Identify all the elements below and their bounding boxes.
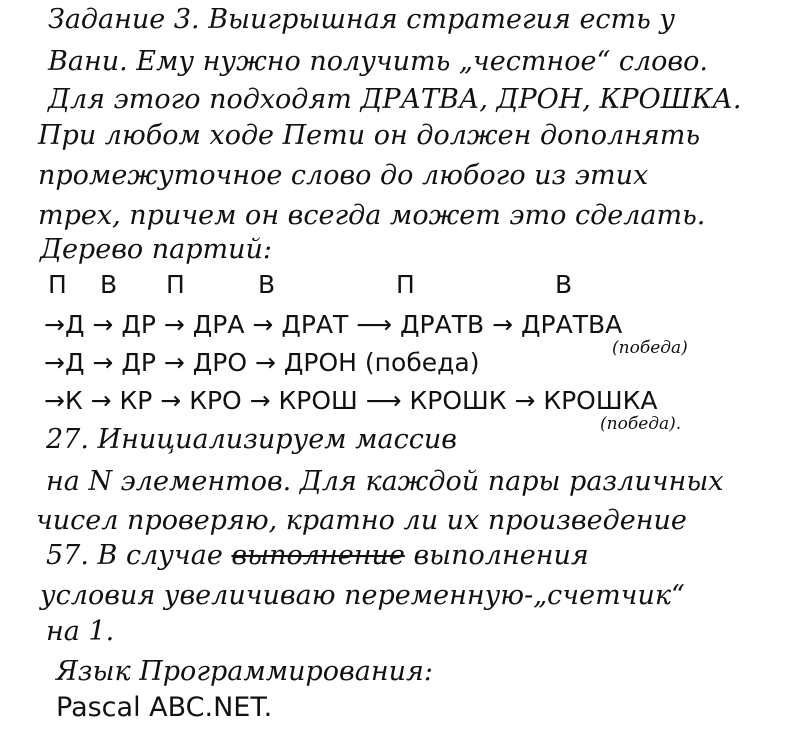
text-line-5: промежуточное слово до любого из этих — [38, 160, 649, 191]
text-line-11-end: выполнения — [413, 540, 589, 571]
text-line-3: Для этого подходят ДРАТВА, ДРОН, КРОШКА. — [48, 84, 742, 115]
text-line-6: трех, причем он всегда может это сделать. — [38, 200, 706, 231]
tree-header-v2: В — [258, 270, 276, 299]
text-line-14: Язык Программирования: — [56, 656, 433, 687]
tree-branch-3-note: (победа). — [600, 414, 682, 434]
text-line-7: Дерево партий: — [40, 234, 272, 265]
tree-header-p1: П — [48, 270, 67, 299]
text-line-8: 27. Инициализируем массив — [46, 424, 457, 455]
text-line-11-start: 57. В случае — [46, 540, 223, 571]
tree-branch-2: →Д → ДР → ДРО → ДРОН (победа) — [44, 348, 480, 377]
text-line-9: на N элементов. Для каждой пары различных — [46, 466, 724, 497]
text-line-4: При любом ходе Пети он должен дополнять — [38, 120, 701, 151]
text-line-13: на 1. — [46, 616, 115, 647]
tree-branch-1: →Д → ДР → ДРА → ДРАТ ⟶ ДРАТВ → ДРАТВА — [44, 310, 623, 339]
text-line-15: Pascal ABC.NET. — [56, 692, 273, 723]
tree-header-p3: П — [396, 270, 415, 299]
crossed-out-word: выполнение — [231, 540, 405, 571]
tree-header-v1: В — [100, 270, 118, 299]
text-line-10: чисел проверяю, кратно ли их произведение — [36, 505, 687, 536]
text-line-12: условия увеличиваю переменную-„счетчик“ — [40, 580, 685, 611]
tree-branch-3: →К → КР → КРО → КРОШ ⟶ КРОШК → КРОШКА — [44, 386, 658, 415]
text-line-1: Задание 3. Выигрышная стратегия есть у — [48, 4, 676, 35]
text-line-2: Вани. Ему нужно получить „честное“ слово. — [48, 46, 708, 77]
tree-branch-1-note: (победа) — [612, 338, 688, 358]
text-line-11 — [46, 540, 589, 572]
tree-header-p2: П — [166, 270, 185, 299]
tree-header-v3: В — [555, 270, 573, 299]
